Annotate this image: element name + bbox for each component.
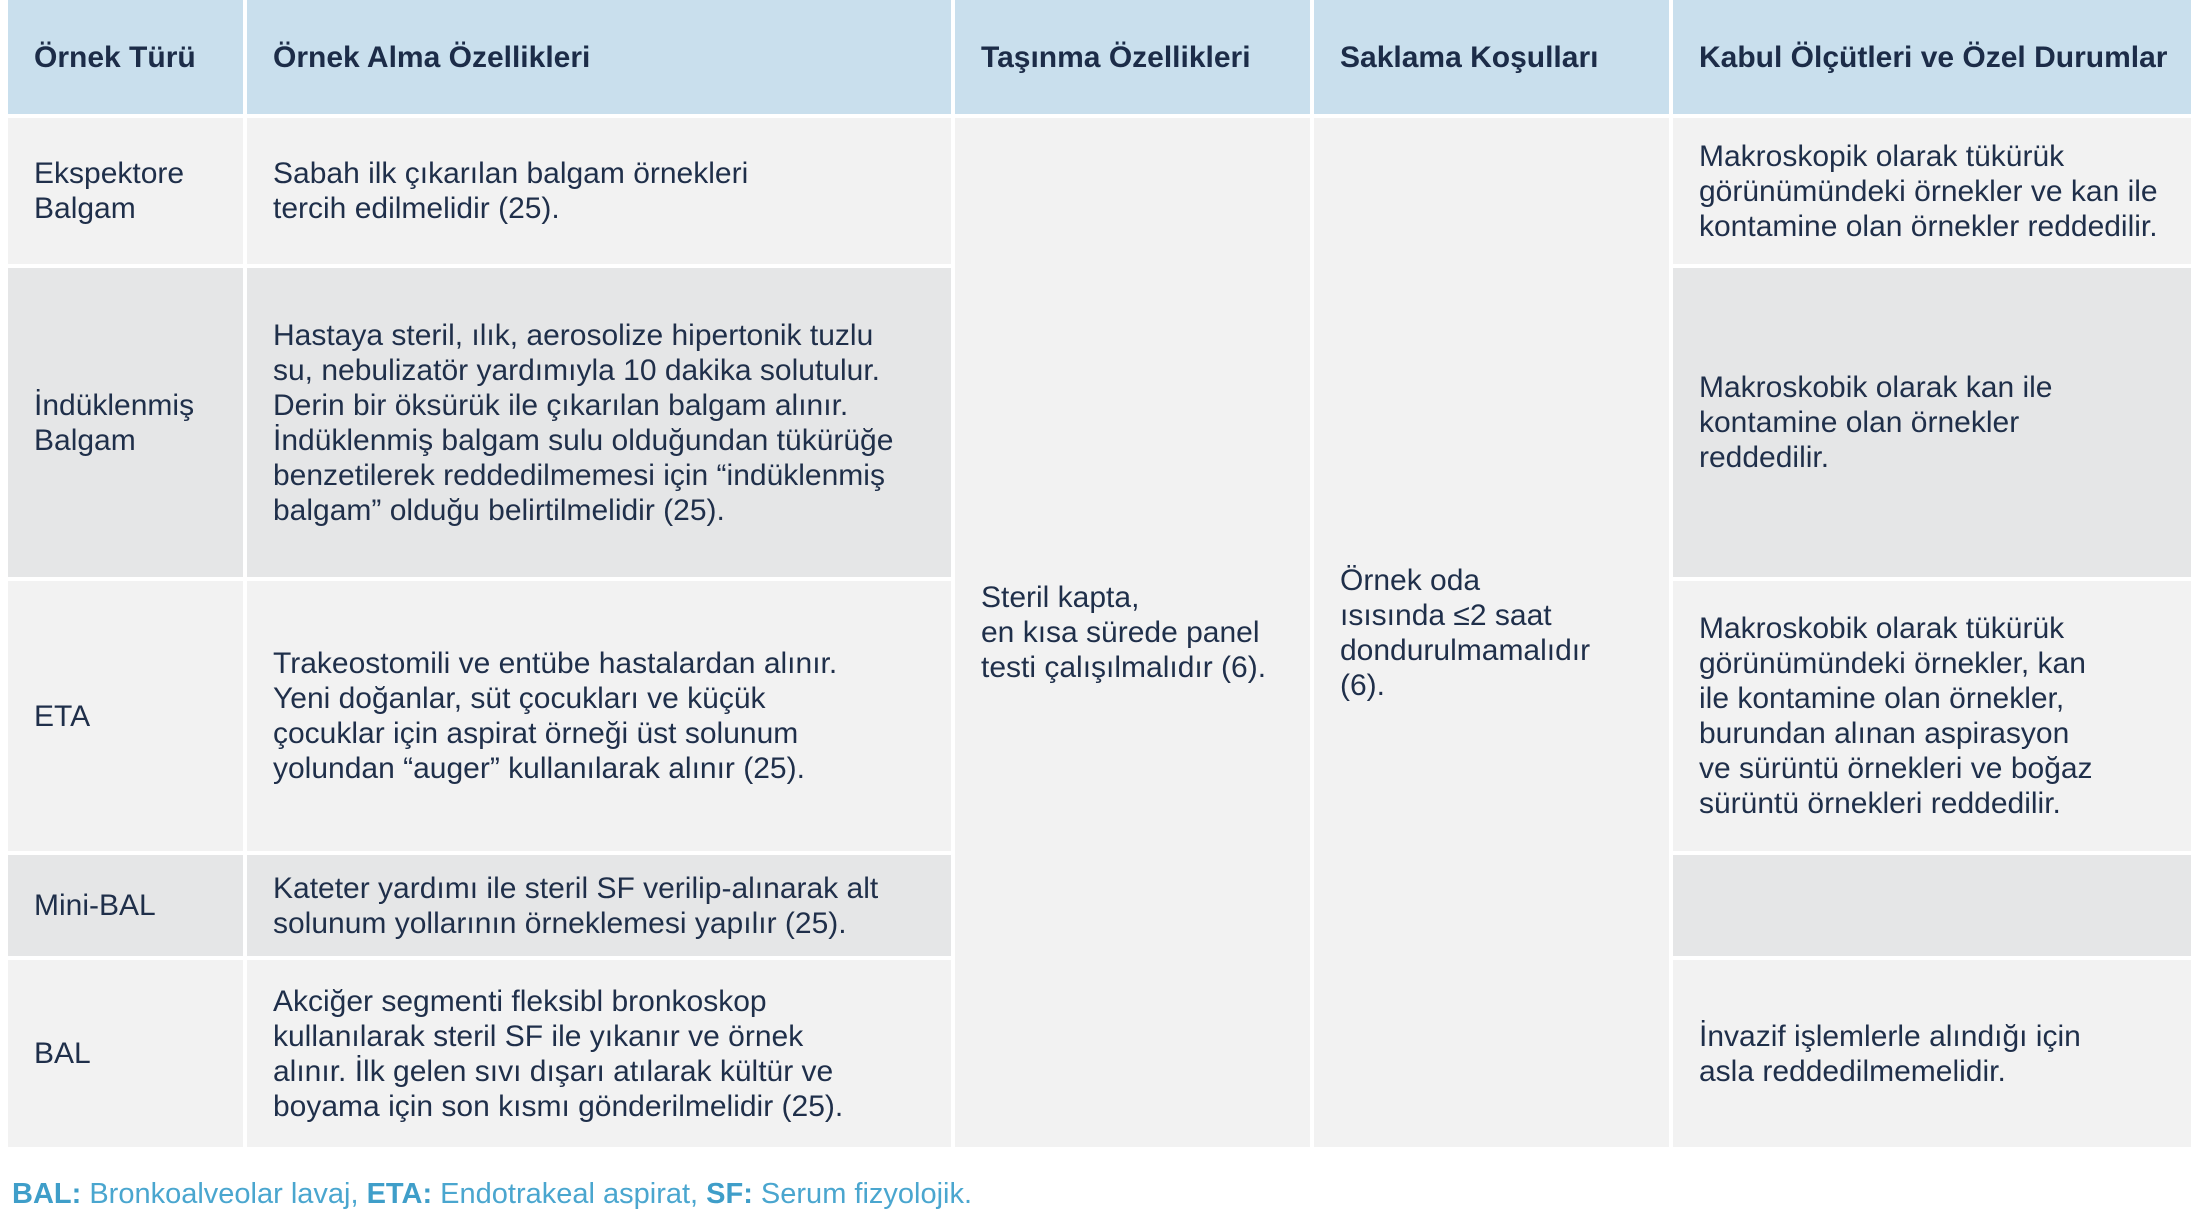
cell-storage: Örnek oda ısısında ≤2 saat dondurulmamalıdır (6). [1314,118,1669,1147]
cell-sampling: Akciğer segmenti fleksibl bronkoskop kullanılarak steril SF ile yıkanır ve örnek alınır. İlk gelen sıvı dışarı atılarak kültür ve boyama için son kısmı gönderilmelidir (25). [247,960,951,1147]
footnote-abbr-sf: SF: [706,1178,753,1210]
footnote-abbr-bal: BAL: [12,1178,82,1210]
cell-acceptance: Makroskobik olarak kan ile kontamine olan örnekler reddedilir. [1673,268,2191,577]
cell-transport: Steril kapta, en kısa sürede panel testi çalışılmalıdır (6). [955,118,1310,1147]
cell-sample-type: Ekspektore Balgam [8,118,243,264]
cell-sampling: Sabah ilk çıkarılan balgam örnekleri tercih edilmelidir (25). [247,118,951,264]
cell-sample-type: ETA [8,581,243,851]
table-row [8,118,2191,264]
header-transport: Taşınma Özellikleri [955,0,1310,114]
footnote-def-eta: Endotrakeal aspirat, [432,1178,699,1210]
cell-sampling: Trakeostomili ve entübe hastalardan alınır. Yeni doğanlar, süt çocukları ve küçük çocuklar için aspirat örneği üst solunum yolundan “auger” kullanılarak alınır (25). [247,581,951,851]
cell-sampling: Hastaya steril, ılık, aerosolize hipertonik tuzlu su, nebulizatör yardımıyla 10 dakika solutulur. Derin bir öksürük ile çıkarılan balgam alınır. İndüklenmiş balgam sulu olduğundan tükürüğe benzetilerek reddedilmemesi için “indüklenmiş balgam” olduğu belirtilmelidir (25). [247,268,951,577]
header-acceptance: Kabul Ölçütleri ve Özel Durumlar [1673,0,2191,114]
footnote [12,1174,972,1214]
cell-sample-type: BAL [8,960,243,1147]
cell-acceptance: Makroskopik olarak tükürük görünümündeki örnekler ve kan ile kontamine olan örnekler reddedilir. [1673,118,2191,264]
header-sampling: Örnek Alma Özellikleri [247,0,951,114]
specimen-table [4,0,2191,1151]
header-row [8,0,2191,114]
cell-acceptance: İnvazif işlemlerle alındığı için asla reddedilmemelidir. [1673,960,2191,1147]
specimen-table-container [8,0,2191,1147]
footnote-abbr-eta: ETA: [366,1178,433,1210]
cell-sampling: Kateter yardımı ile steril SF verilip-alınarak alt solunum yollarının örneklemesi yapılır (25). [247,855,951,956]
header-storage: Saklama Koşulları [1314,0,1669,114]
cell-sample-type: İndüklenmiş Balgam [8,268,243,577]
cell-acceptance [1673,855,2191,956]
cell-acceptance: Makroskobik olarak tükürük görünümündeki örnekler, kan ile kontamine olan örnekler, burundan alınan aspirasyon ve sürüntü örnekleri ve boğaz sürüntü örnekleri reddedilir. [1673,581,2191,851]
header-sample-type: Örnek Türü [8,0,243,114]
footnote-def-sf: Serum fizyolojik. [752,1178,973,1210]
footnote-def-bal: Bronkoalveolar lavaj, [81,1178,359,1210]
cell-sample-type: Mini-BAL [8,855,243,956]
